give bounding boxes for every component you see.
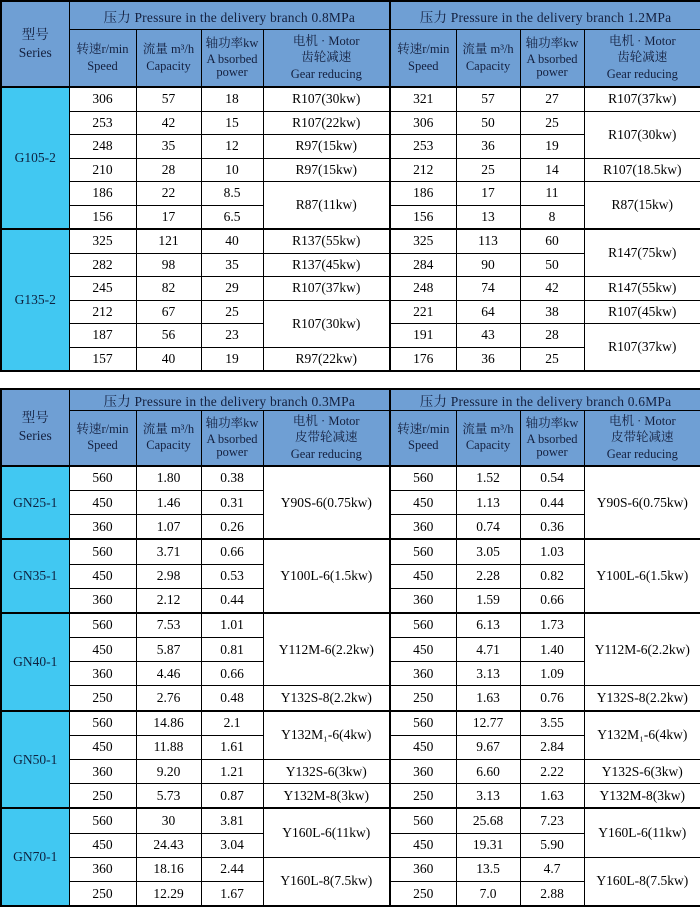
- motor-cell: Y132M-8(3kw): [263, 784, 390, 809]
- value-cell: 360: [69, 760, 136, 784]
- column-header-line: Gear reducing: [606, 66, 678, 81]
- motor-cell: Y132S-6(3kw): [263, 760, 390, 784]
- value-cell: 4.7: [520, 857, 584, 881]
- value-cell: 2.1: [201, 711, 263, 736]
- motor-cell: Y160L-6(11kw): [584, 808, 700, 857]
- column-header-line: 电机 · Motor: [608, 34, 676, 49]
- value-cell: 35: [136, 135, 201, 159]
- value-cell: 25: [201, 300, 263, 324]
- column-header-capacity: [136, 30, 201, 88]
- value-cell: 0.81: [201, 638, 263, 662]
- value-cell: 25: [456, 158, 520, 182]
- value-cell: 176: [390, 347, 456, 371]
- value-cell: 1.13: [456, 490, 520, 514]
- value-cell: 321: [390, 87, 456, 111]
- pressure-header-right: 压力 Pressure in the delivery branch 1.2MPa: [390, 1, 700, 30]
- value-cell: 56: [136, 324, 201, 348]
- value-cell: 18.16: [136, 857, 201, 881]
- value-cell: 121: [136, 229, 201, 253]
- value-cell: 13.5: [456, 857, 520, 881]
- table-gap: [0, 372, 700, 388]
- value-cell: 7.23: [520, 808, 584, 833]
- motor-cell: Y132S-8(2.2kw): [584, 686, 700, 711]
- value-cell: 0.66: [520, 588, 584, 613]
- value-cell: 450: [390, 735, 456, 759]
- column-header-motor: [584, 30, 700, 88]
- series-cell: GN50-1: [1, 711, 69, 809]
- motor-cell: R87(11kw): [263, 182, 390, 230]
- motor-cell: R107(30kw): [263, 87, 390, 111]
- column-header-line: A bsorbed: [526, 52, 578, 67]
- column-header-line: power: [536, 444, 568, 459]
- value-cell: 9.67: [456, 735, 520, 759]
- value-cell: 212: [390, 158, 456, 182]
- value-cell: 0.48: [201, 686, 263, 711]
- value-cell: 156: [69, 205, 136, 229]
- value-cell: 50: [456, 111, 520, 135]
- value-cell: 560: [390, 711, 456, 736]
- motor-cell: R147(55kw): [584, 277, 700, 301]
- value-cell: 2.44: [201, 857, 263, 881]
- motor-cell: Y90S-6(0.75kw): [584, 466, 700, 540]
- motor-cell: Y160L-8(7.5kw): [584, 857, 700, 906]
- column-header-motor: [584, 411, 700, 466]
- value-cell: 450: [69, 564, 136, 588]
- value-cell: 0.53: [201, 564, 263, 588]
- value-cell: 560: [69, 466, 136, 491]
- column-header-line: 电机 · Motor: [608, 414, 676, 428]
- value-cell: 360: [69, 588, 136, 613]
- column-header-line: 流量 m³/h: [142, 422, 195, 437]
- value-cell: 40: [136, 347, 201, 371]
- value-cell: 187: [69, 324, 136, 348]
- column-header-speed: [69, 411, 136, 466]
- value-cell: 157: [69, 347, 136, 371]
- value-cell: 360: [390, 662, 456, 686]
- value-cell: 250: [69, 881, 136, 906]
- value-cell: 0.31: [201, 490, 263, 514]
- value-cell: 306: [390, 111, 456, 135]
- column-header-line: 电机 · Motor: [292, 414, 360, 428]
- value-cell: 0.82: [520, 564, 584, 588]
- column-header-line: 流量 m³/h: [462, 422, 514, 437]
- pressure-header-right: 压力 Pressure in the delivery branch 0.6MPa: [390, 389, 700, 411]
- series-header-line: Series: [18, 45, 52, 60]
- column-header-line: 转速r/min: [397, 422, 450, 437]
- column-header-line: Gear reducing: [290, 66, 362, 81]
- motor-cell: R137(55kw): [263, 229, 390, 253]
- value-cell: 82: [136, 277, 201, 301]
- motor-cell: Y132S-6(3kw): [584, 760, 700, 784]
- value-cell: 560: [69, 711, 136, 736]
- value-cell: 23: [201, 324, 263, 348]
- value-cell: 5.73: [136, 784, 201, 809]
- series-header-line: 型号: [21, 26, 49, 42]
- value-cell: 1.73: [520, 613, 584, 638]
- value-cell: 4.71: [456, 638, 520, 662]
- value-cell: 450: [69, 638, 136, 662]
- value-cell: 186: [390, 182, 456, 206]
- value-cell: 2.28: [456, 564, 520, 588]
- motor-cell: R107(37kw): [584, 87, 700, 111]
- motor-cell: R107(30kw): [263, 300, 390, 347]
- motor-cell: R97(15kw): [263, 135, 390, 159]
- motor-cell: R107(18.5kw): [584, 158, 700, 182]
- column-header-line: power: [536, 64, 568, 79]
- value-cell: 6.60: [456, 760, 520, 784]
- lower-spec-table-container: [0, 388, 700, 907]
- series-cell: GN35-1: [1, 539, 69, 613]
- value-cell: 35: [201, 253, 263, 277]
- value-cell: 6.13: [456, 613, 520, 638]
- motor-cell: R107(37kw): [263, 277, 390, 301]
- column-header-line: 皮带轮减速: [611, 430, 674, 445]
- column-header-power: [520, 30, 584, 88]
- value-cell: 113: [456, 229, 520, 253]
- series-cell: G105-2: [1, 87, 69, 229]
- series-column-header: [1, 389, 69, 466]
- value-cell: 360: [69, 662, 136, 686]
- column-header-line: Gear reducing: [290, 446, 362, 461]
- value-cell: 24.43: [136, 833, 201, 857]
- value-cell: 50: [520, 253, 584, 277]
- value-cell: 12.29: [136, 881, 201, 906]
- series-cell: GN25-1: [1, 466, 69, 540]
- value-cell: 360: [390, 857, 456, 881]
- value-cell: 25: [520, 111, 584, 135]
- value-cell: 10: [201, 158, 263, 182]
- value-cell: 2.88: [520, 881, 584, 906]
- motor-cell: R147(75kw): [584, 229, 700, 277]
- value-cell: 25.68: [456, 808, 520, 833]
- motor-cell: Y132M₁-6(4kw): [263, 711, 390, 760]
- motor-cell: R97(22kw): [263, 347, 390, 371]
- motor-cell: Y132S-8(2.2kw): [263, 686, 390, 711]
- value-cell: 36: [456, 347, 520, 371]
- value-cell: 1.01: [201, 613, 263, 638]
- value-cell: 2.12: [136, 588, 201, 613]
- column-header-line: A bsorbed: [206, 52, 258, 67]
- value-cell: 18: [201, 87, 263, 111]
- motor-cell: R107(22kw): [263, 111, 390, 135]
- value-cell: 3.71: [136, 539, 201, 564]
- value-cell: 1.80: [136, 466, 201, 491]
- value-cell: 1.63: [520, 784, 584, 809]
- value-cell: 360: [69, 857, 136, 881]
- value-cell: 19: [520, 135, 584, 159]
- value-cell: 2.76: [136, 686, 201, 711]
- value-cell: 17: [136, 205, 201, 229]
- value-cell: 11.88: [136, 735, 201, 759]
- value-cell: 1.40: [520, 638, 584, 662]
- column-header-power: [520, 411, 584, 466]
- value-cell: 560: [69, 539, 136, 564]
- column-header-line: 转速r/min: [397, 42, 450, 57]
- value-cell: 325: [390, 229, 456, 253]
- value-cell: 0.76: [520, 686, 584, 711]
- value-cell: 0.87: [201, 784, 263, 809]
- series-cell: GN40-1: [1, 613, 69, 711]
- value-cell: 98: [136, 253, 201, 277]
- column-header-speed: [390, 30, 456, 88]
- value-cell: 360: [390, 588, 456, 613]
- column-header-line: power: [216, 444, 248, 459]
- value-cell: 19: [201, 347, 263, 371]
- value-cell: 42: [136, 111, 201, 135]
- g-series-spec-table: [0, 0, 700, 372]
- motor-cell: Y112M-6(2.2kw): [584, 613, 700, 686]
- value-cell: 2.98: [136, 564, 201, 588]
- value-cell: 1.61: [201, 735, 263, 759]
- column-header-line: 轴功率kw: [205, 36, 259, 51]
- value-cell: 6.5: [201, 205, 263, 229]
- value-cell: 560: [390, 613, 456, 638]
- column-header-line: 轴功率kw: [525, 36, 579, 51]
- column-header-line: Capacity: [465, 58, 511, 73]
- column-header-line: 轴功率kw: [205, 416, 259, 430]
- value-cell: 1.67: [201, 881, 263, 906]
- gn-series-spec-table: [0, 388, 700, 907]
- value-cell: 64: [456, 300, 520, 324]
- motor-cell: Y100L-6(1.5kw): [263, 539, 390, 613]
- value-cell: 360: [390, 760, 456, 784]
- value-cell: 253: [69, 111, 136, 135]
- column-header-line: Speed: [408, 58, 439, 73]
- value-cell: 3.13: [456, 784, 520, 809]
- column-header-line: 齿轮减速: [301, 50, 352, 65]
- series-cell: GN70-1: [1, 808, 69, 906]
- value-cell: 2.84: [520, 735, 584, 759]
- value-cell: 560: [69, 613, 136, 638]
- value-cell: 57: [456, 87, 520, 111]
- value-cell: 28: [520, 324, 584, 348]
- value-cell: 11: [520, 182, 584, 206]
- column-header-line: power: [216, 64, 248, 79]
- value-cell: 27: [520, 87, 584, 111]
- motor-cell: R137(45kw): [263, 253, 390, 277]
- value-cell: 25: [520, 347, 584, 371]
- value-cell: 250: [69, 784, 136, 809]
- column-header-line: 齿轮减速: [617, 50, 668, 65]
- value-cell: 3.05: [456, 539, 520, 564]
- column-header-line: Capacity: [146, 58, 191, 73]
- value-cell: 248: [69, 135, 136, 159]
- value-cell: 282: [69, 253, 136, 277]
- value-cell: 17: [456, 182, 520, 206]
- value-cell: 29: [201, 277, 263, 301]
- motor-cell: R97(15kw): [263, 158, 390, 182]
- column-header-line: Capacity: [465, 438, 511, 453]
- column-header-speed: [69, 30, 136, 88]
- value-cell: 7.0: [456, 881, 520, 906]
- motor-cell: R107(45kw): [584, 300, 700, 324]
- value-cell: 1.63: [456, 686, 520, 711]
- value-cell: 7.53: [136, 613, 201, 638]
- value-cell: 12: [201, 135, 263, 159]
- value-cell: 90: [456, 253, 520, 277]
- value-cell: 8: [520, 205, 584, 229]
- value-cell: 284: [390, 253, 456, 277]
- value-cell: 28: [136, 158, 201, 182]
- column-header-line: 轴功率kw: [525, 416, 579, 430]
- value-cell: 22: [136, 182, 201, 206]
- value-cell: 1.09: [520, 662, 584, 686]
- value-cell: 1.46: [136, 490, 201, 514]
- column-header-capacity: [136, 411, 201, 466]
- column-header-line: 电机 · Motor: [292, 34, 360, 49]
- value-cell: 42: [520, 277, 584, 301]
- motor-cell: R107(30kw): [584, 111, 700, 158]
- value-cell: 3.81: [201, 808, 263, 833]
- value-cell: 57: [136, 87, 201, 111]
- series-column-header: [1, 1, 69, 87]
- series-header-line: Series: [18, 428, 52, 444]
- value-cell: 0.36: [520, 515, 584, 540]
- value-cell: 30: [136, 808, 201, 833]
- motor-cell: Y132M-8(3kw): [584, 784, 700, 809]
- value-cell: 0.26: [201, 515, 263, 540]
- value-cell: 0.38: [201, 466, 263, 491]
- value-cell: 13: [456, 205, 520, 229]
- column-header-line: 皮带轮减速: [295, 430, 358, 445]
- pressure-header-left: 压力 Pressure in the delivery branch 0.3MPa: [69, 389, 390, 411]
- column-header-line: Capacity: [146, 438, 191, 453]
- value-cell: 560: [390, 466, 456, 491]
- value-cell: 19.31: [456, 833, 520, 857]
- motor-cell: Y160L-8(7.5kw): [263, 857, 390, 906]
- value-cell: 450: [69, 490, 136, 514]
- column-header-line: 转速r/min: [76, 422, 129, 437]
- value-cell: 450: [390, 833, 456, 857]
- value-cell: 0.66: [201, 662, 263, 686]
- motor-cell: Y132M₁-6(4kw): [584, 711, 700, 760]
- value-cell: 450: [390, 638, 456, 662]
- pressure-header-left: 压力 Pressure in the delivery branch 0.8MPa: [69, 1, 390, 30]
- series-cell: G135-2: [1, 229, 69, 371]
- value-cell: 38: [520, 300, 584, 324]
- value-cell: 360: [69, 515, 136, 540]
- column-header-power: [201, 411, 263, 466]
- upper-spec-table-container: [0, 0, 700, 372]
- value-cell: 1.03: [520, 539, 584, 564]
- column-header-line: Gear reducing: [606, 446, 678, 461]
- value-cell: 221: [390, 300, 456, 324]
- value-cell: 560: [69, 808, 136, 833]
- motor-cell: Y100L-6(1.5kw): [584, 539, 700, 613]
- value-cell: 0.66: [201, 539, 263, 564]
- column-header-line: Speed: [408, 438, 439, 453]
- column-header-line: 流量 m³/h: [462, 42, 514, 57]
- value-cell: 67: [136, 300, 201, 324]
- value-cell: 1.59: [456, 588, 520, 613]
- value-cell: 4.46: [136, 662, 201, 686]
- value-cell: 560: [390, 539, 456, 564]
- value-cell: 450: [69, 833, 136, 857]
- motor-cell: R107(37kw): [584, 324, 700, 372]
- column-header-speed: [390, 411, 456, 466]
- value-cell: 36: [456, 135, 520, 159]
- column-header-line: 转速r/min: [76, 42, 129, 57]
- value-cell: 60: [520, 229, 584, 253]
- value-cell: 186: [69, 182, 136, 206]
- motor-cell: R87(15kw): [584, 182, 700, 230]
- value-cell: 3.13: [456, 662, 520, 686]
- column-header-line: 流量 m³/h: [142, 42, 195, 57]
- value-cell: 1.07: [136, 515, 201, 540]
- value-cell: 253: [390, 135, 456, 159]
- value-cell: 0.44: [520, 490, 584, 514]
- column-header-capacity: [456, 30, 520, 88]
- value-cell: 3.04: [201, 833, 263, 857]
- value-cell: 0.74: [456, 515, 520, 540]
- column-header-line: A bsorbed: [526, 432, 578, 447]
- value-cell: 250: [390, 784, 456, 809]
- value-cell: 14: [520, 158, 584, 182]
- value-cell: 250: [390, 686, 456, 711]
- motor-cell: Y90S-6(0.75kw): [263, 466, 390, 540]
- value-cell: 191: [390, 324, 456, 348]
- value-cell: 245: [69, 277, 136, 301]
- value-cell: 2.22: [520, 760, 584, 784]
- column-header-capacity: [456, 411, 520, 466]
- value-cell: 450: [390, 490, 456, 514]
- column-header-line: Speed: [87, 438, 118, 453]
- motor-cell: Y160L-6(11kw): [263, 808, 390, 857]
- value-cell: 14.86: [136, 711, 201, 736]
- value-cell: 450: [390, 564, 456, 588]
- value-cell: 1.21: [201, 760, 263, 784]
- value-cell: 8.5: [201, 182, 263, 206]
- value-cell: 156: [390, 205, 456, 229]
- value-cell: 325: [69, 229, 136, 253]
- value-cell: 450: [69, 735, 136, 759]
- column-header-motor: [263, 30, 390, 88]
- value-cell: 212: [69, 300, 136, 324]
- value-cell: 560: [390, 808, 456, 833]
- series-header-line: 型号: [21, 410, 49, 426]
- value-cell: 5.90: [520, 833, 584, 857]
- column-header-power: [201, 30, 263, 88]
- value-cell: 210: [69, 158, 136, 182]
- value-cell: 15: [201, 111, 263, 135]
- value-cell: 0.54: [520, 466, 584, 491]
- value-cell: 250: [69, 686, 136, 711]
- value-cell: 0.44: [201, 588, 263, 613]
- value-cell: 3.55: [520, 711, 584, 736]
- value-cell: 40: [201, 229, 263, 253]
- column-header-line: Speed: [87, 58, 118, 73]
- value-cell: 74: [456, 277, 520, 301]
- column-header-line: A bsorbed: [206, 432, 258, 447]
- value-cell: 248: [390, 277, 456, 301]
- column-header-motor: [263, 411, 390, 466]
- value-cell: 1.52: [456, 466, 520, 491]
- value-cell: 250: [390, 881, 456, 906]
- value-cell: 5.87: [136, 638, 201, 662]
- motor-cell: Y112M-6(2.2kw): [263, 613, 390, 686]
- value-cell: 306: [69, 87, 136, 111]
- value-cell: 360: [390, 515, 456, 540]
- value-cell: 12.77: [456, 711, 520, 736]
- value-cell: 43: [456, 324, 520, 348]
- value-cell: 9.20: [136, 760, 201, 784]
